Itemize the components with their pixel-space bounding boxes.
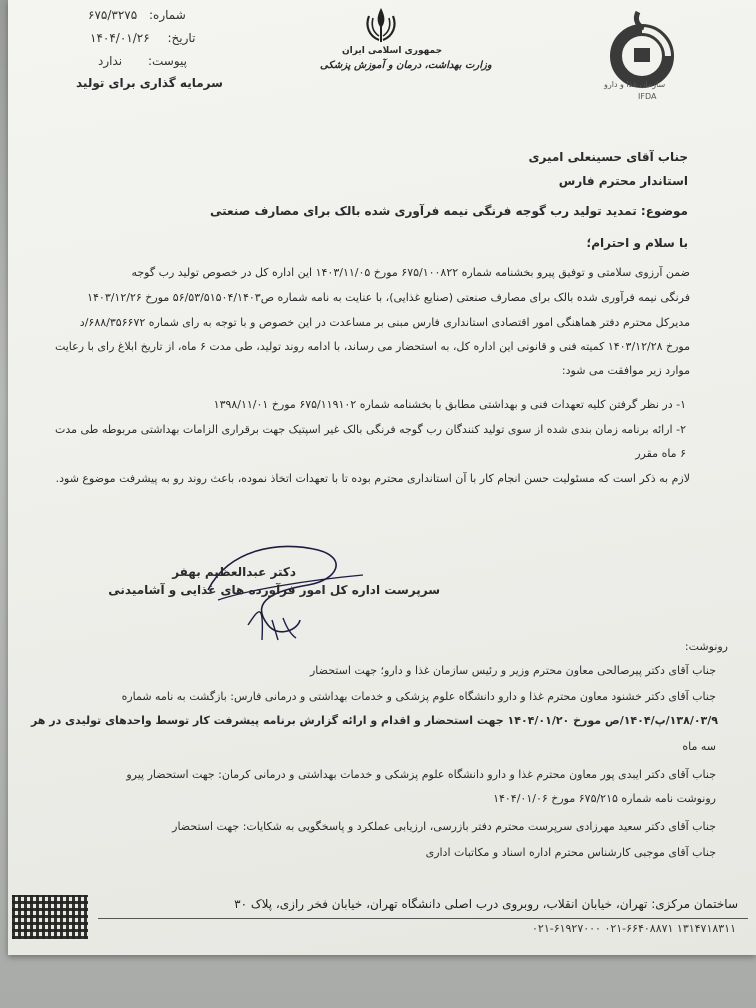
subject-line <box>210 204 688 218</box>
body-line-3: مدیرکل محترم دفتر هماهنگی امور اقتصادی استانداری فارس مبنی بر مساعدت در این خصوص و با توجه به رای شماره ۶۸۸/۳۵۶۶۷۲/د <box>79 316 690 329</box>
body-line-2: فرنگی نیمه فرآوری شده بالک برای مصارف صنعتی (صنایع غذایی)، با عنایت به نامه شماره ص۵۶/۵۳/۵۱۵۰۴/۱۴۰۳ مورخ ۱۴۰۳/۱۲/۲۶ <box>87 291 690 304</box>
letter-number-value: ۶۷۵/۳۲۷۵ <box>88 8 138 22</box>
footer-phones: ۰۲۱-۶۱۹۲۷۰۰۰ ۰۲۱-۶۶۴۰۸۸۷۱ ۱۳۱۴۷۱۸۳۱۱ <box>532 922 736 935</box>
body-line-5: موارد زیر موافقت می شود: <box>561 364 690 377</box>
fda-caption-persian: سازمان غذا و دارو <box>604 80 666 89</box>
cc-line-7: جناب آقای دکتر سعید مهرزادی سرپرست محترم دفتر بازرسی، ارزیابی عملکرد و پاسخگویی به شکایات: جهت استحضار <box>172 820 716 833</box>
cc-line-2: جناب آقای دکتر خشنود معاون محترم غذا و دارو دانشگاه علوم پزشکی و خدمات بهداشتی و درمانی فارس: بازگشت به نامه شماره <box>121 690 716 703</box>
closing-paragraph: لازم به ذکر است که مسئولیت حسن انجام کار با آن استانداری محترم بوده تا با تعهدات اتخاذ نموده، باعث روند رو به پیشرفت موضوع شود. <box>55 472 690 485</box>
body-line-4: مورخ ۱۴۰۳/۱۲/۲۸ کمیته فنی و قانونی این اداره کل، به استحضار می رساند، با ادامه روند تولید، طی مدت ۶ ماه، از تاریخ ابلاغ رای با رعایت <box>54 340 690 353</box>
condition-item-1: ۱- در نظر گرفتن کلیه تعهدات فنی و بهداشتی مطابق با بخشنامه شماره ۶۷۵/۱۱۹۱۰۲ مورخ ۱۳۹۸/۱۱/۰۱ <box>213 398 686 411</box>
letter-number-label: شماره: <box>149 8 186 22</box>
emblem-caption-country: جمهوری اسلامی ایران <box>342 46 443 56</box>
letter-attachment-value: ندارد <box>98 54 123 68</box>
addressee-name: جناب آقای حسینعلی امیری <box>528 150 688 164</box>
letter-number <box>88 8 186 22</box>
signatory-title: سرپرست اداره کل امور فرآورده های غذایی و آشامیدنی <box>108 583 440 597</box>
letter-date <box>90 31 195 45</box>
cc-line-3: ۱۳۸/۰۳/۹/پ/۱۴۰۴/ص مورخ ۱۴۰۴/۰۱/۲۰ جهت استحضار و اقدام و ارائه گزارش برنامه پیشرفت کار توسط واحدهای تولیدی در هر <box>30 714 718 727</box>
cc-line-8: جناب آقای موجبی کارشناس محترم اداره اسناد و مکاتبات اداری <box>425 846 716 859</box>
cc-label: رونوشت: <box>684 640 728 653</box>
addressee-title: استاندار محترم فارس <box>558 174 688 188</box>
cc-line-1: جناب آقای دکتر پیرصالحی معاون محترم وزیر و رئیس سازمان غذا و دارو؛ جهت استحضار <box>310 664 716 677</box>
letter-attachment-label: پیوست: <box>147 54 187 68</box>
condition-item-2-cont: ۶ ماه مقرر <box>635 447 686 460</box>
letter-date-label: تاریخ: <box>167 31 196 45</box>
letter-attachment <box>98 54 187 68</box>
subject-text: تمدید تولید رب گوجه فرنگی نیمه فرآوری شده بالک برای مصارف صنعتی <box>210 204 637 218</box>
cc-line-5: جناب آقای دکتر ایبدی پور معاون محترم غذا و دارو دانشگاه علوم پزشکی و خدمات بهداشتی و درمانی کرمان: جهت استحضار پیرو <box>126 768 716 781</box>
cc-line-6: رونوشت نامه شماره ۶۷۵/۲۱۵ مورخ ۱۴۰۴/۰۱/۰۶ <box>493 792 716 805</box>
footer-divider <box>98 918 748 919</box>
cc-line-4: سه ماه <box>682 740 716 753</box>
signatory-name: دکتر عبدالعظیم بهفر <box>172 565 296 579</box>
body-line-1: ضمن آرزوی سلامتی و توفیق پیرو بخشنامه شماره ۶۷۵/۱۰۰۸۲۲ مورخ ۱۴۰۳/۱۱/۰۵ این اداره کل در خصوص تولید رب گوجه <box>131 266 690 279</box>
letter-date-value: ۱۴۰۴/۰۱/۲۶ <box>90 31 150 45</box>
qr-code-icon <box>12 895 88 939</box>
topic-note: سرمایه گذاری برای تولید <box>76 76 223 90</box>
iran-emblem-icon <box>363 6 399 46</box>
subject-label: موضوع: <box>640 204 688 218</box>
letter-page <box>8 0 756 955</box>
fda-caption-latin: IFDA <box>638 92 657 101</box>
footer-address: ساختمان مرکزی: تهران، خیابان انقلاب، روبروی درب اصلی دانشگاه تهران، خیابان فخر رازی، پلاک ۳۰ <box>234 897 738 911</box>
greeting: با سلام و احترام؛ <box>586 236 688 250</box>
emblem-caption-ministry: وزارت بهداشت، درمان و آموزش پزشکی <box>320 60 492 71</box>
condition-item-2: ۲- ارائه برنامه زمان بندی شده از سوی تولید کنندگان رب گوجه فرنگی بالک غیر اسپتیک جهت برقراری الزامات بهداشتی مربوطه طی مدت <box>54 423 686 436</box>
